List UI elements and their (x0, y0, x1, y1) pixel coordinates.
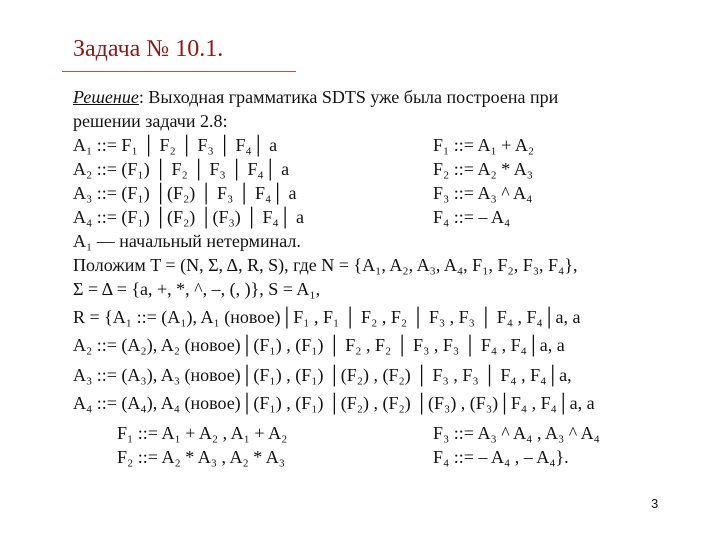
rule-right-1: F₁ ::= A₁ + A₂ (433, 135, 535, 155)
intro-line-2: решении задачи 2.8: (73, 111, 228, 131)
rules-r-line-2: A₂ ::= (A₂), A₂ (новое)│(F₁) , (F₁) │ F₂ , F₂ │ F₃ , F₃ │ F₄ , F₄│a, a (73, 335, 565, 355)
definition-line: Положим T = (N, Σ, Δ, R, S), где N = {A₁, A₂, A₃, A₄, F₁, F₂, F₃, F₄}, (73, 255, 578, 275)
alphabet-line: Σ = Δ = {a, +, *, ^, –, (, )}, S = A₁, (73, 279, 321, 299)
rules-r-line-1: R = {A₁ ::= (A₁), A₁ (новое)│F₁ , F₁ │ F₂ , F₂ │ F₃ , F₃ │ F₄ , F₄│a, a (73, 307, 581, 327)
intro-line-1 (73, 86, 558, 108)
solution-label: Решение (73, 87, 139, 107)
title-underline (62, 71, 296, 72)
rules-r-line-4: A₄ ::= (A₄), A₄ (новое)│(F₁) , (F₁) │(F₂) , (F₂) │(F₃) , (F₃)│F₄ , F₄│a, a (73, 393, 595, 413)
final-left-1: F₁ ::= A₁ + A₂ , A₁ + A₂ (117, 423, 288, 443)
page-number: 3 (651, 496, 659, 511)
rule-left-1: A₁ ::= F₁ │ F₂ │ F₃ │ F₄│ a (73, 135, 278, 155)
intro-text-1: : Выходная грамматика SDTS уже была построена при (138, 87, 559, 107)
rule-right-4: F₄ ::= – A₄ (433, 207, 511, 227)
rule-left-4: A₄ ::= (F₁) │(F₂) │(F₃) │ F₄│ a (73, 207, 305, 227)
final-right-1: F₃ ::= A₃ ^ A₄ , A₃ ^ A₄ (433, 423, 600, 443)
rules-r-line-3: A₃ ::= (A₃), A₃ (новое)│(F₁) , (F₁) │(F₂) , (F₂) │ F₃ , F₃ │ F₄ , F₄│a, (73, 365, 572, 385)
final-right-2: F₄ ::= – A₄ , – A₄}. (433, 447, 569, 467)
start-symbol-line: A₁ — начальный нетерминал. (73, 231, 301, 251)
rule-right-3: F₃ ::= A₃ ^ A₄ (433, 183, 533, 203)
rule-left-2: A₂ ::= (F₁) │ F₂ │ F₃ │ F₄│ a (73, 159, 290, 179)
final-left-2: F₂ ::= A₂ * A₃ , A₂ * A₃ (117, 447, 286, 467)
rule-right-2: F₂ ::= A₂ * A₃ (433, 159, 534, 179)
slide-title: Задача № 10.1. (73, 36, 224, 62)
rule-left-3: A₃ ::= (F₁) │(F₂) │ F₃ │ F₄│ a (73, 183, 297, 203)
